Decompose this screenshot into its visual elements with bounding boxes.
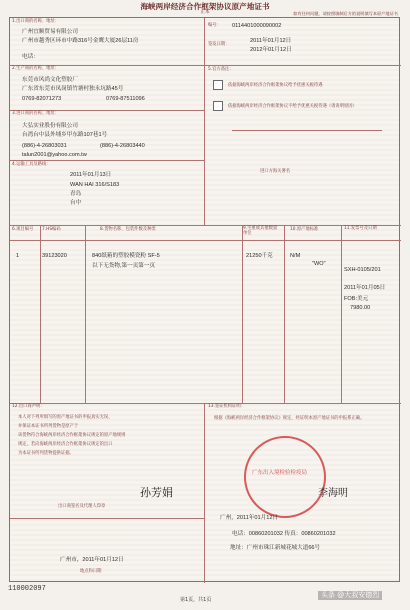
divider: [204, 65, 401, 66]
item-number: 1: [16, 253, 20, 259]
instruction-note: 如有任何问题，请按照填制后方的说明填写本原产地证书: [293, 11, 398, 16]
certification-label: 13.签证机构证明：: [208, 404, 245, 409]
divider: [10, 403, 401, 404]
preferential-text: 依据海峡两岸经济合作框架协议给予优惠关税待遇: [228, 83, 323, 88]
customs-sign-label: 进口方海关署名: [260, 169, 291, 174]
official-seal: [244, 436, 326, 518]
importer-name: 大弘实业股份有限公司: [22, 123, 78, 129]
vessel-name: WAN HAI 316/S183: [70, 182, 120, 188]
col-quantity: 9.毛重或其他数量单位: [243, 226, 278, 237]
seal-text: 广东出入境检验检疫局: [252, 470, 308, 476]
producer-address: 广东省东莞市凤岗镇竹塘村独永坑路45号: [22, 86, 124, 92]
invoice-amount: 7980.00: [350, 305, 371, 311]
declaration-line-1: 本人对下列所填写的原产地证书的申报真实无误，: [18, 415, 113, 420]
col-hs-code: 7.HS编码: [42, 227, 61, 232]
officer-signature: 李海明: [318, 488, 348, 499]
certification-date: 广州，2011年01月12日: [220, 515, 279, 521]
page-indicator: 第1页，共1页: [180, 597, 212, 603]
certification-address: 地址：广州市珠江新城花城大道66号: [230, 545, 321, 551]
importer-label: 3.进口商的名称、地址：: [12, 111, 60, 116]
divider: [10, 225, 401, 226]
goods-marks: 以下无货物,第一页第一页: [92, 263, 156, 269]
document-subtitle: 正本: [200, 10, 210, 15]
goods-description: 840纸箱的塑胶模瓷粉 SF-5: [92, 253, 160, 259]
divider: [10, 240, 401, 241]
exporter-address: 广州市越秀区环市中路316号金鹰大厦26层11房: [22, 38, 139, 44]
divider: [242, 225, 243, 403]
transport-label: 4.运输工具及路线：: [12, 162, 51, 167]
col-invoice: 11.发票号及日期: [344, 226, 377, 231]
issue-date-label: 签发日期：: [208, 42, 230, 47]
declaration-line-2: 并保证本证书所列货物是原产于: [18, 424, 79, 429]
origin-extra: "WO": [312, 261, 326, 267]
origin-criterion: N/M: [290, 253, 301, 259]
non-preferential-text: 依据海峡两岸经济合作框架协议不给予优惠关税待遇（请说明原因）: [228, 104, 357, 109]
certificate-number: 0114401000090002: [232, 23, 282, 29]
divider: [204, 18, 205, 225]
certification-text: 根据《海峡两岸经济合作框架协议》规定，经证明本原产地证书的申报系正确。: [214, 416, 365, 421]
departure-date: 2011年01月13日: [70, 172, 112, 178]
exporter-place-date: 广州市，2011年01月12日: [60, 557, 124, 563]
divider: [85, 225, 86, 403]
document-title: 海峡两岸经济合作框架协议原产地证书: [140, 2, 270, 11]
divider: [341, 225, 342, 403]
signature-line: [232, 130, 382, 131]
divider: [10, 160, 205, 161]
importer-fax: (886)-4-26803440: [100, 143, 145, 149]
exporter-tel: 电话：: [22, 54, 39, 60]
divider: [204, 403, 205, 583]
divider: [284, 225, 285, 403]
importer-address: 台湾台中县外埔乡甲东路107巷1号: [22, 132, 108, 138]
hs-code: 39123020: [42, 253, 67, 259]
importer-tel: (886)-4-26803031: [22, 143, 67, 149]
exporter-place-label: 地点和日期: [80, 569, 102, 574]
issue-date: 2011年01月12日: [250, 38, 292, 44]
exporter-sign-label: 出口商签名及代理人印章: [58, 504, 106, 509]
declaration-line-5: 为本证书所列货物提供证据。: [18, 451, 74, 456]
certification-tel: 电话：00860201032 传真：00860201032: [232, 531, 336, 537]
certificate-number-label: 编号：: [208, 23, 221, 28]
producer-fax: 0769-87511096: [106, 96, 145, 102]
col-description: 8.货物名称、包装件数及种类: [100, 227, 156, 232]
divider: [40, 225, 41, 403]
exporter-signature: 孙芳娟: [140, 486, 173, 499]
port-of-discharge: 台中: [70, 200, 82, 206]
declaration-line-4: 规定，若向海峡两岸经济合作框架协议规定的出口: [18, 442, 113, 447]
producer-label: 2.生产商的名称、地址：: [12, 66, 60, 71]
remarks-label: 5.官方备注：: [208, 67, 234, 72]
invoice-date: 2011年01月05日: [344, 285, 386, 291]
producer-tel: 0769-82071273: [22, 96, 62, 102]
exporter-label: 1.出口商的名称、地址：: [12, 19, 60, 24]
non-preferential-checkbox[interactable]: [213, 101, 223, 111]
producer-name: 东莞市风尚文化塑胶厂: [22, 77, 78, 83]
preferential-checkbox[interactable]: [213, 80, 223, 90]
exporter-declaration-label: 12.出口商声明：: [12, 404, 45, 409]
col-criterion: 10.原产地标准: [290, 227, 319, 232]
importer-email: talun2001@yahoo.com.tw: [22, 152, 87, 158]
serial-number: 110002097: [8, 585, 46, 593]
watermark: 头条 @大叔安德烈: [318, 591, 382, 600]
invoice-number: SXH-0105/201: [344, 267, 381, 273]
declaration-line-3: 该货物符合海峡两岸经济合作框架协议规定的原产地规则: [18, 433, 126, 438]
port-of-loading: 青岛: [70, 191, 82, 197]
col-item-no: 6.项目编号: [12, 227, 34, 232]
gross-weight: 21250千克: [246, 253, 273, 259]
divider: [10, 518, 205, 519]
exporter-name: 广州宜顺贸易有限公司: [22, 29, 78, 35]
invoice-amount-label: FOB:美元: [344, 296, 369, 302]
valid-date: 2012年01月12日: [250, 47, 292, 53]
